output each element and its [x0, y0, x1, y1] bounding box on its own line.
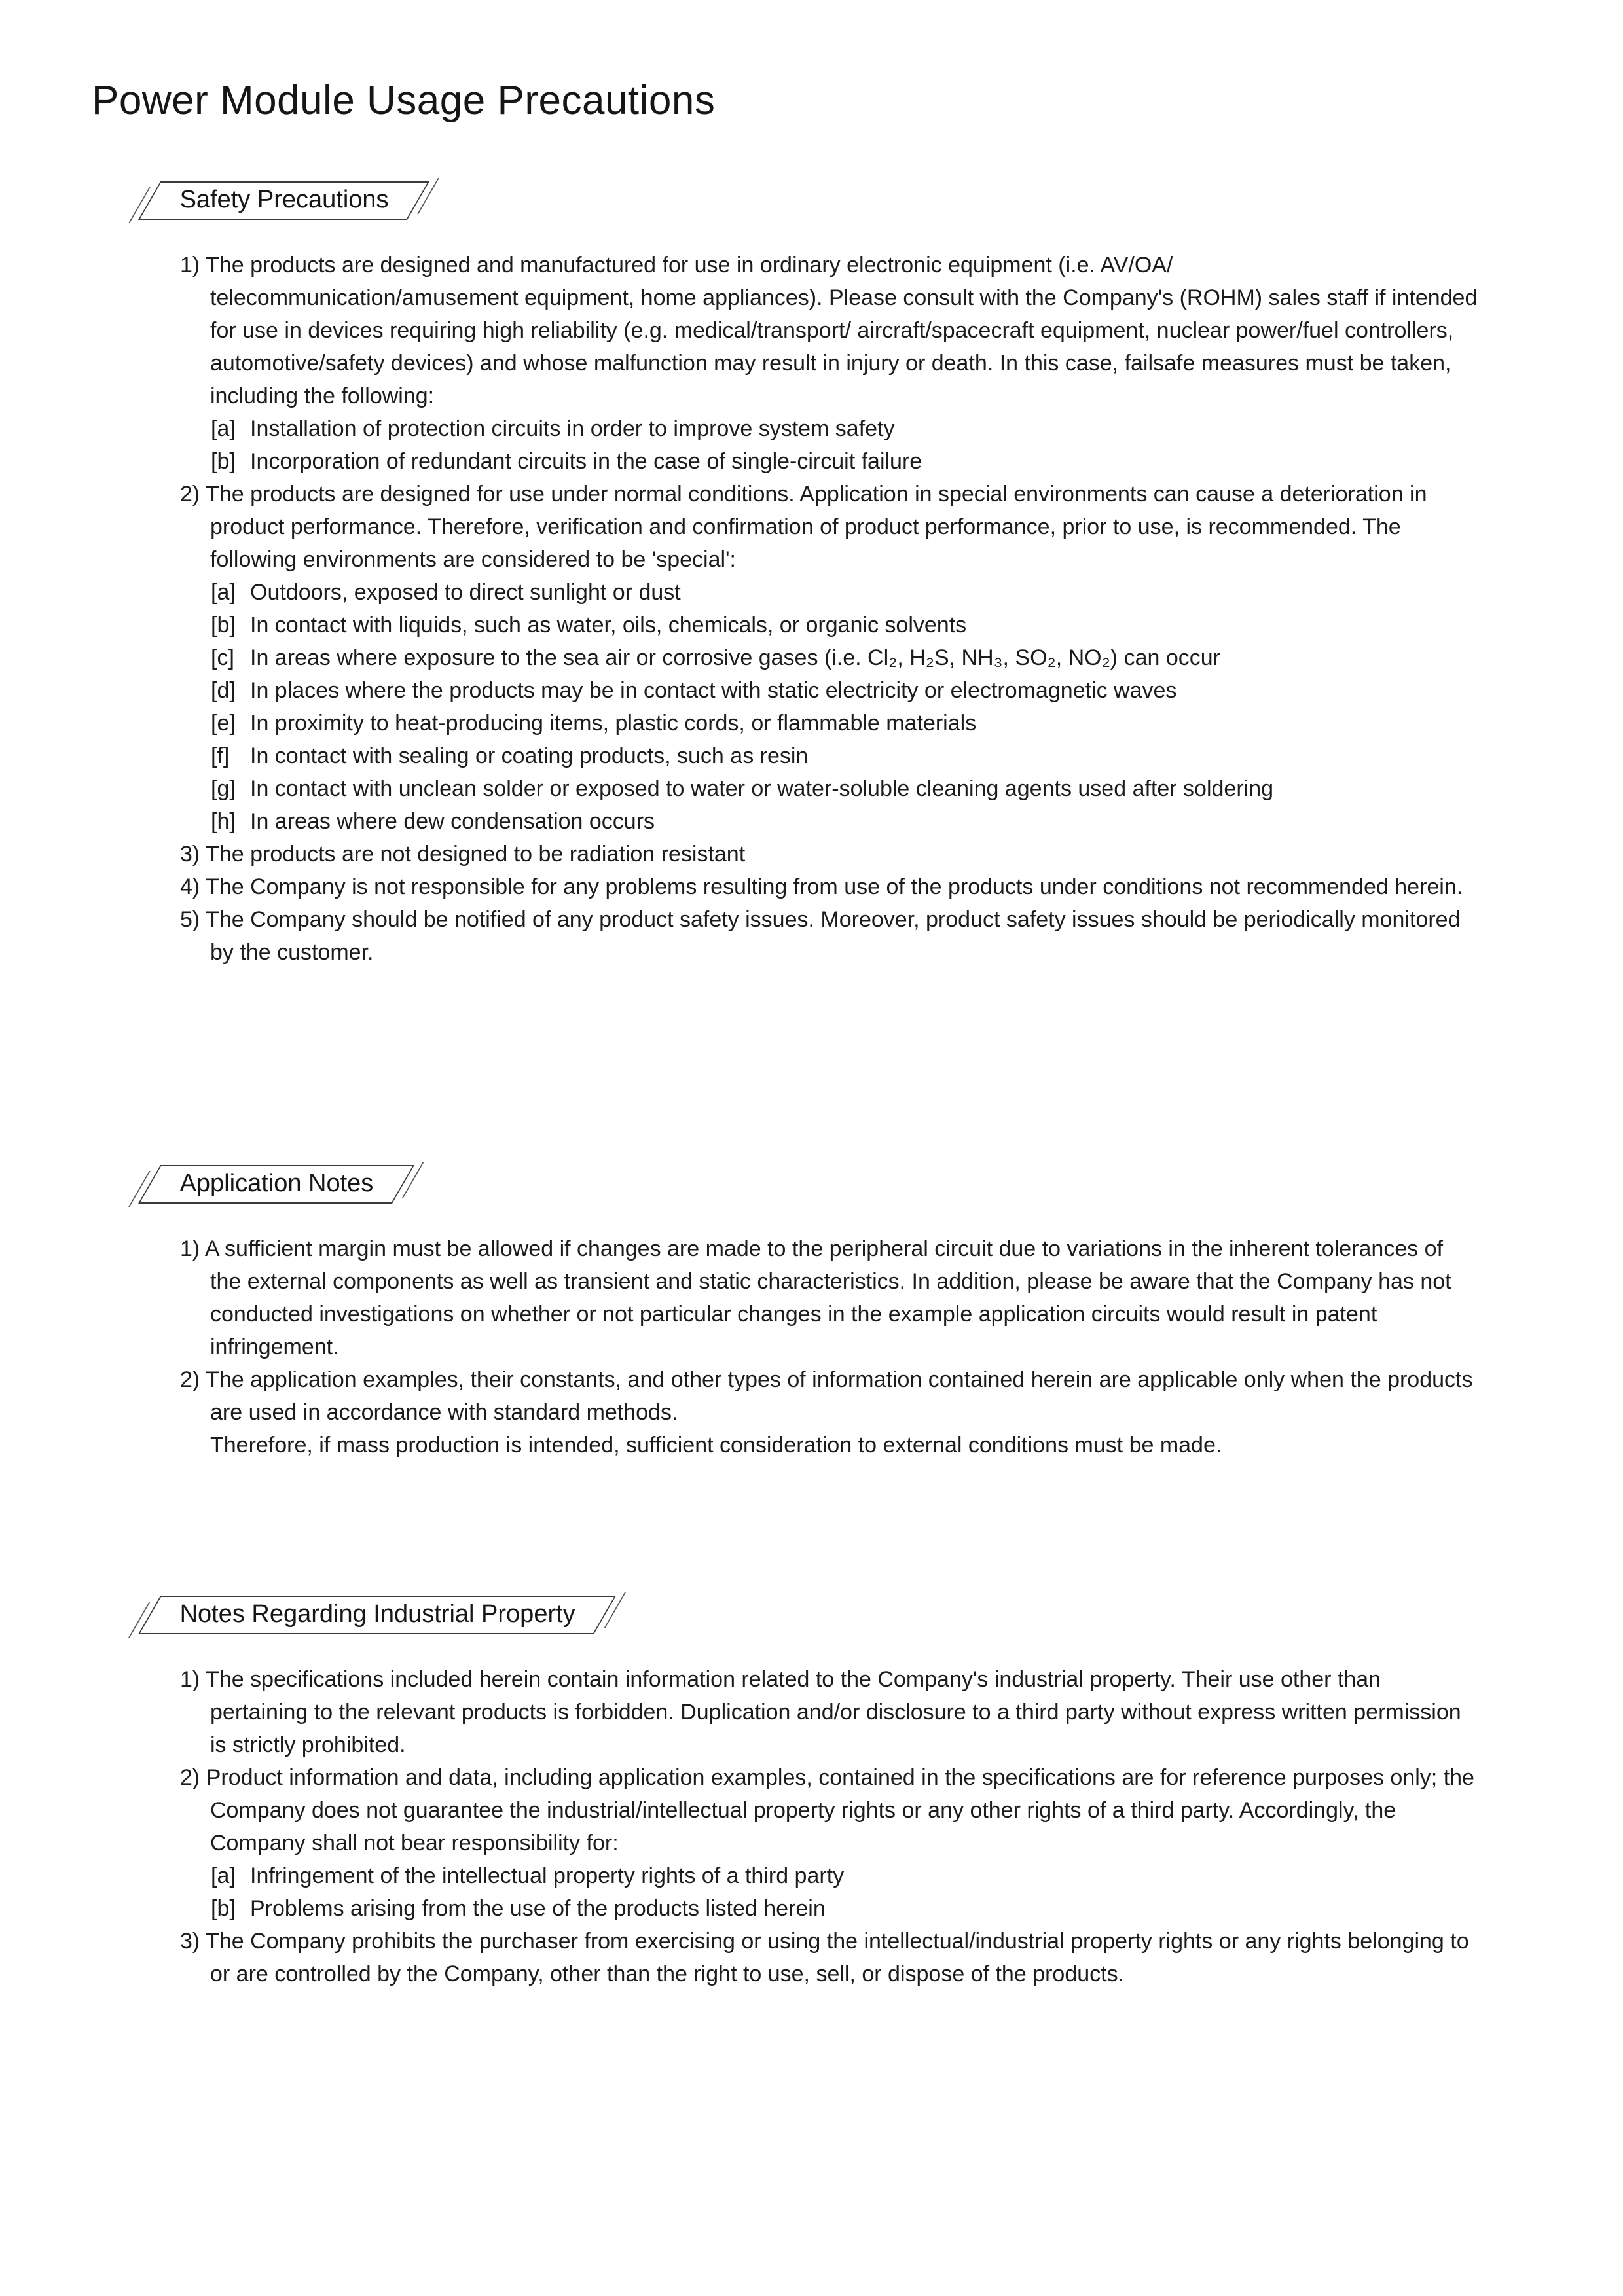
- sub-item-label: [b]: [211, 1896, 236, 1921]
- item-number: 1): [180, 1667, 200, 1692]
- sub-item-text: In places where the products may be in contact with static electricity or electromagnetic waves: [250, 678, 1177, 703]
- sub-item: [180, 674, 1480, 707]
- section-header-industrial: [138, 1596, 616, 1634]
- list-item: [180, 1761, 1480, 1859]
- sub-item-label: [f]: [211, 744, 230, 768]
- sub-item-text: In contact with unclean solder or exposed to water or water-soluble cleaning agents used after soldering: [250, 776, 1274, 801]
- section-body: [180, 249, 1480, 969]
- section-body: [180, 1232, 1480, 1462]
- section-application-notes: [92, 1165, 1623, 1462]
- sub-item-label: [a]: [211, 416, 236, 441]
- sub-item-text: Installation of protection circuits in order to improve system safety: [250, 416, 895, 441]
- sub-item-text: In areas where exposure to the sea air or corrosive gases (i.e. Cl₂, H₂S, NH₃, SO₂, NO₂) can occur: [250, 645, 1220, 670]
- sub-item: [180, 641, 1480, 674]
- sub-item-text: Incorporation of redundant circuits in the case of single-circuit failure: [250, 449, 922, 474]
- item-number: 3): [180, 842, 200, 867]
- sub-item: [180, 772, 1480, 805]
- item-number: 1): [180, 253, 200, 278]
- sub-item: [180, 1892, 1480, 1925]
- list-item: [180, 1232, 1480, 1363]
- sub-item-label: [e]: [211, 711, 236, 736]
- item-text: The Company prohibits the purchaser from exercising or using the intellectual/industrial property rights or any rights belonging to or are controlled by the Company, other than the right to use, sell, or dispose of the products.: [206, 1929, 1469, 1986]
- list-item: [180, 249, 1480, 412]
- item-text: The products are not designed to be radiation resistant: [206, 842, 746, 867]
- sub-item-label: [b]: [211, 449, 236, 474]
- item-text: The Company should be notified of any product safety issues. Moreover, product safety issues should be periodically monitored by the customer.: [206, 907, 1461, 965]
- list-item: [180, 838, 1480, 870]
- list-item: [180, 1363, 1480, 1429]
- item-continuation: Therefore, if mass production is intended, sufficient consideration to external conditions must be made.: [210, 1433, 1222, 1458]
- sub-item: [180, 576, 1480, 609]
- item-text: The application examples, their constants, and other types of information contained herein are applicable only when the products are used in accordance with standard methods.: [206, 1367, 1473, 1425]
- sub-item-text: Outdoors, exposed to direct sunlight or dust: [250, 580, 681, 605]
- section-safety-precautions: [92, 181, 1623, 969]
- sub-item: [180, 1859, 1480, 1892]
- section-header-application: [138, 1165, 414, 1204]
- sub-item-text: In areas where dew condensation occurs: [250, 809, 655, 834]
- list-item: [180, 903, 1480, 969]
- section-title: Application Notes: [179, 1170, 374, 1197]
- sub-item: [180, 805, 1480, 838]
- item-number: 2): [180, 1765, 200, 1790]
- item-number: 1): [180, 1236, 200, 1261]
- item-number: 2): [180, 482, 200, 507]
- item-text: Product information and data, including application examples, contained in the specifications are for reference purposes only; the Company does not guarantee the industrial/intellectual property rights or any other rights of a third party. Accordingly, the Company shall not bear responsibility for:: [206, 1765, 1474, 1856]
- sub-item-label: [h]: [211, 809, 236, 834]
- item-text: The Company is not responsible for any problems resulting from use of the products under conditions not recommended herein.: [206, 874, 1463, 899]
- section-industrial-property: [92, 1596, 1623, 1990]
- sub-item-label: [g]: [211, 776, 236, 801]
- list-item: [180, 1925, 1480, 1990]
- sub-item: [180, 445, 1480, 478]
- sub-item: [180, 412, 1480, 445]
- sub-item: [180, 609, 1480, 641]
- item-text: The products are designed for use under normal conditions. Application in special environments can cause a deterioration in product performance. Therefore, verification and confirmation of product performance, prior to use, is recommended. The following environments are considered to be 'special':: [206, 482, 1427, 572]
- sub-item-text: In proximity to heat-producing items, plastic cords, or flammable materials: [250, 711, 977, 736]
- page-title: Power Module Usage Precautions: [92, 78, 716, 123]
- sub-item-text: Infringement of the intellectual property rights of a third party: [250, 1863, 845, 1888]
- item-number: 3): [180, 1929, 200, 1954]
- sub-item-label: [a]: [211, 580, 236, 605]
- list-item: [180, 870, 1480, 903]
- item-text: A sufficient margin must be allowed if changes are made to the peripheral circuit due to variations in the inherent tolerances of the external components as well as transient and static characteristics. In addition, please be aware that the Company has not conducted investigations on whether or not particular changes in the example application circuits would result in patent infringement.: [204, 1236, 1451, 1359]
- sub-item-text: In contact with liquids, such as water, oils, chemicals, or organic solvents: [250, 613, 967, 637]
- sub-item: [180, 740, 1480, 772]
- item-number: 2): [180, 1367, 200, 1392]
- item-number: 5): [180, 907, 200, 932]
- item-text: The specifications included herein contain information related to the Company's industrial property. Their use other than pertaining to the relevant products is forbidden. Duplication and/or disclosure to a third party without express written permission is strictly prohibited.: [206, 1667, 1461, 1757]
- item-text: The products are designed and manufactured for use in ordinary electronic equipment (i.e. AV/OA/ telecommunication/amusement equipment, home appliances). Please consult with the Company's (ROHM) sales staff if intended for use in devices requiring high reliability (e.g. medical/transport/ aircraft/spacecraft equipment, nuclear power/fuel controllers, automotive/safety devices) and whose malfunction may result in injury or death. In this case, failsafe measures must be taken, including the following:: [206, 253, 1478, 408]
- section-title: Safety Precautions: [179, 186, 389, 213]
- sub-item-text: Problems arising from the use of the products listed herein: [250, 1896, 826, 1921]
- sub-item-label: [d]: [211, 678, 236, 703]
- list-item: [180, 478, 1480, 576]
- sub-item: [180, 707, 1480, 740]
- sub-item-label: [b]: [211, 613, 236, 637]
- sub-item-label: [a]: [211, 1863, 236, 1888]
- sub-item-text: In contact with sealing or coating products, such as resin: [250, 744, 809, 768]
- list-item: [180, 1663, 1480, 1761]
- section-body: [180, 1663, 1480, 1990]
- sub-item-label: [c]: [211, 645, 234, 670]
- section-header-safety: [138, 181, 429, 220]
- item-number: 4): [180, 874, 200, 899]
- section-title: Notes Regarding Industrial Property: [179, 1600, 575, 1628]
